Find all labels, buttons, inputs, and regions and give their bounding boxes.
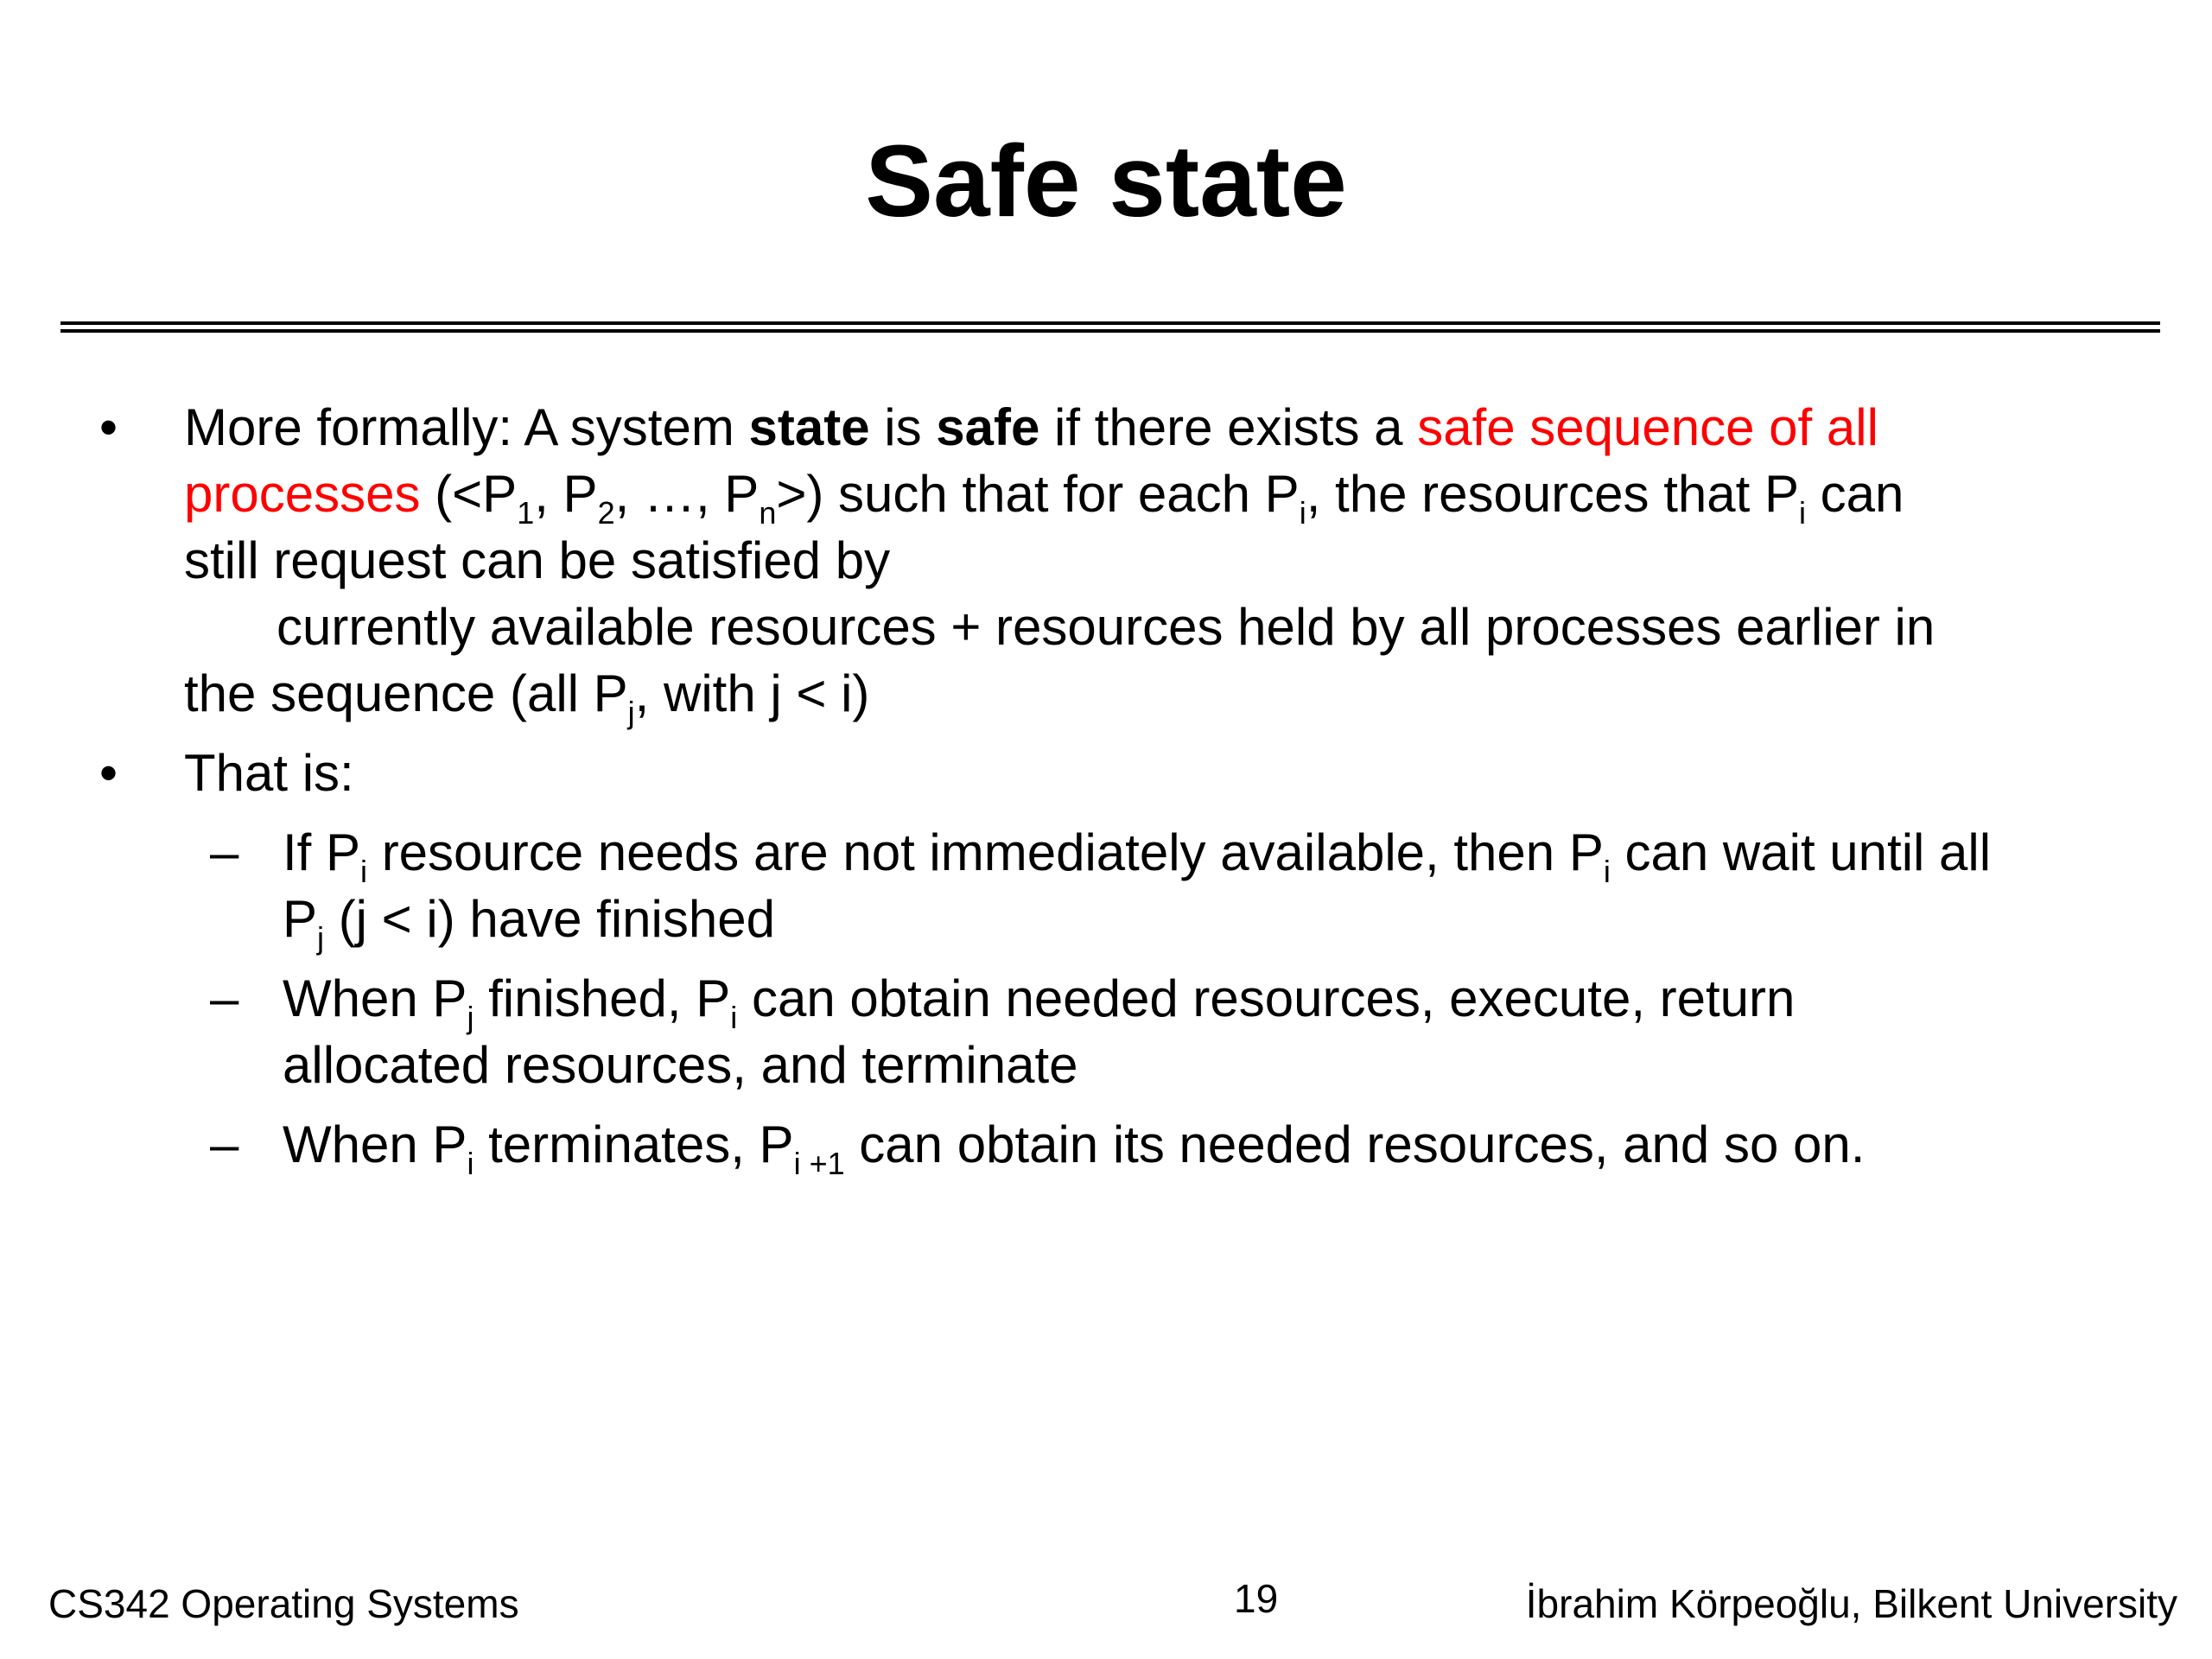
- sub-bullet-1-line-1: If $P_i$ resource needs are not immediately available, then $P_i$ can wait until all: [283, 823, 1992, 889]
- sub-bullet-1-line-2: $P_j$ (j < i) have finished: [283, 890, 775, 956]
- highlight-processes: processes: [184, 465, 421, 523]
- bullet-1-line-3: still request can be satisfied by: [184, 531, 891, 589]
- title-divider-bottom: [60, 329, 2160, 333]
- bullet-1-line-1: More formally: A system state is safe if there exists a safe sequence of all: [184, 398, 1878, 456]
- slide-title: Safe state: [865, 124, 1347, 238]
- footer-page-number: 19: [1234, 1576, 1279, 1621]
- sub-bullet-3-line-1: When $P_i$ terminates, $P_{i +1}$ can obtain its needed resources, and so on.: [283, 1116, 1866, 1181]
- footer-author: İbrahim Körpeoğlu, Bilkent University: [1525, 1581, 2177, 1626]
- sub-bullet-marker: –: [210, 969, 239, 1027]
- sub-bullet-2-line-2: allocated resources, and terminate: [283, 1036, 1078, 1094]
- sub-bullet-2-line-1: When $P_j$ finished, $P_i$ can obtain needed resources, execute, return: [283, 969, 1796, 1035]
- bullet-1-line-4: currently available resources + resources held by all processes earlier in: [276, 598, 1936, 656]
- sub-bullet-marker: –: [210, 1116, 239, 1173]
- bullet-marker: •: [99, 398, 118, 456]
- highlight-safe-sequence: safe sequence of all: [1417, 398, 1878, 456]
- bullet-1-line-5: the sequence (all $P_j$, with j < i): [184, 664, 870, 730]
- bullet-marker: •: [99, 744, 118, 802]
- bullet-1-line-2: processes ($<P_1$, $P_2$, …, $P_n>$) such that for each $P_i$, the resources that $P_i$ can: [184, 465, 1904, 531]
- bullet-2-text: That is:: [184, 744, 354, 802]
- title-divider-top: [60, 321, 2160, 325]
- footer-course: CS342 Operating Systems: [48, 1581, 519, 1626]
- sub-bullet-marker: –: [210, 823, 239, 881]
